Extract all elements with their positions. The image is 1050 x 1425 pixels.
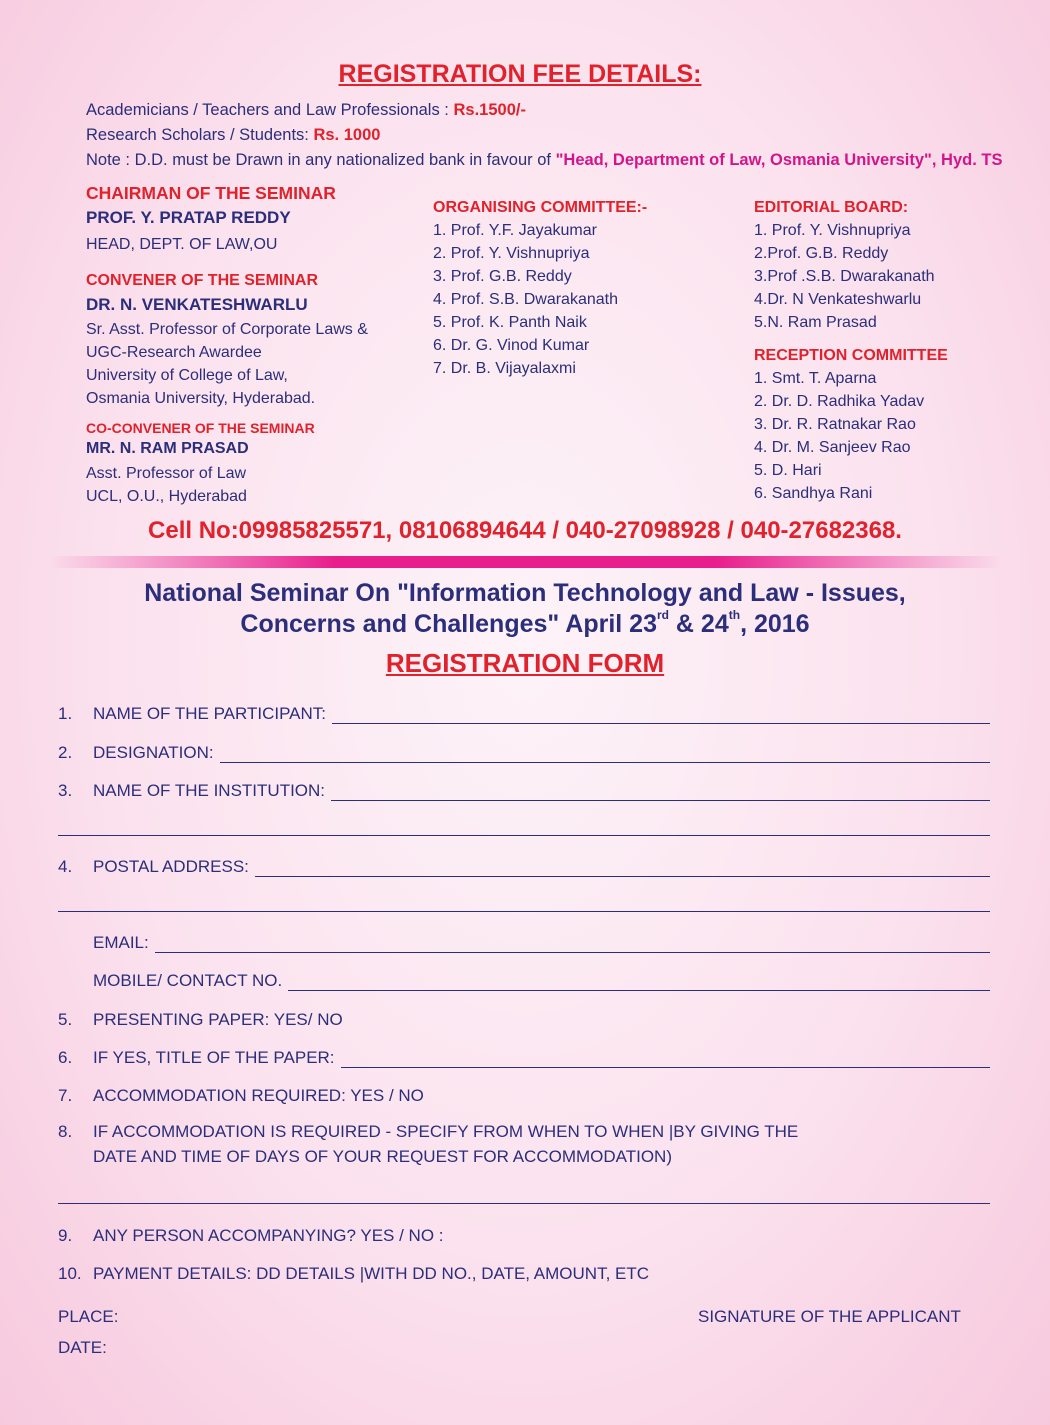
reception-member: 5. D. Hari	[754, 462, 822, 479]
reception-member: 2. Dr. D. Radhika Yadav	[754, 393, 925, 410]
fee-note: Note : D.D. must be Drawn in any nationalized bank in favour of "Head, Department of Law, Osmania University", Hyd. TS	[86, 151, 1003, 169]
editorial-member: 2.Prof. G.B. Reddy	[754, 245, 889, 262]
seminar-title-line2: Concerns and Challenges" April 23rd & 24th, 2016	[240, 608, 810, 638]
reception-member: 6. Sandhya Rani	[754, 485, 873, 502]
date-label: DATE:	[58, 1338, 107, 1357]
reception-members	[754, 367, 924, 505]
fee-students: Research Scholars / Students: Rs. 1000	[86, 126, 381, 144]
accommodation-details-line[interactable]	[58, 1203, 990, 1204]
registration-form-title: REGISTRATION FORM	[385, 648, 665, 678]
editorial-member: 5.N. Ram Prasad	[754, 314, 877, 331]
chairman-name: PROF. Y. PRATAP REDDY	[86, 208, 291, 227]
place-label: PLACE:	[58, 1307, 119, 1326]
signature-label: SIGNATURE OF THE APPLICANT	[698, 1307, 961, 1326]
form-field-postal-address: 4. POSTAL ADDRESS:	[58, 851, 990, 877]
fee-students-amount: Rs. 1000	[313, 126, 381, 144]
seminar-title-line1: National Seminar On "Information Technology and Law - Issues,	[144, 579, 906, 607]
reception-member: 3. Dr. R. Ratnakar Rao	[754, 416, 916, 433]
co-convener-heading: CO-CONVENER OF THE SEMINAR	[86, 420, 315, 436]
organising-member: 6. Dr. G. Vinod Kumar	[433, 337, 590, 354]
form-field-mobile: MOBILE/ CONTACT NO.	[58, 965, 990, 991]
institution-continuation-line[interactable]	[58, 835, 990, 836]
convener-name: DR. N. VENKATESHWARLU	[86, 295, 308, 314]
email-input[interactable]	[155, 932, 990, 953]
reception-heading: RECEPTION COMMITTEE	[754, 347, 948, 364]
participant-name-input[interactable]	[332, 703, 990, 724]
organising-member: 5. Prof. K. Panth Naik	[433, 314, 587, 331]
fee-academicians-amount: Rs.1500/-	[453, 101, 526, 119]
form-field-designation: 2. DESIGNATION:	[58, 737, 990, 763]
editorial-member: 4.Dr. N Venkateshwarlu	[754, 291, 922, 308]
organising-member: 4. Prof. S.B. Dwarakanath	[433, 291, 618, 308]
designation-input[interactable]	[220, 742, 990, 763]
reception-member: 4. Dr. M. Sanjeev Rao	[754, 439, 911, 456]
fee-academicians: Academicians / Teachers and Law Professionals : Rs.1500/-	[86, 101, 526, 119]
co-convener-name: MR. N. RAM PRASAD	[86, 440, 249, 457]
form-field-institution: 3. NAME OF THE INSTITUTION:	[58, 775, 990, 801]
divider-band	[48, 556, 1003, 568]
editorial-members	[754, 219, 935, 334]
editorial-member: 3.Prof .S.B. Dwarakanath	[754, 268, 935, 285]
convener-line: UGC-Research Awardee	[86, 344, 262, 361]
convener-line: Sr. Asst. Professor of Corporate Laws &	[86, 321, 368, 338]
organising-member: 3. Prof. G.B. Reddy	[433, 268, 572, 285]
convener-heading: CONVENER OF THE SEMINAR	[86, 272, 319, 289]
convener-details	[86, 318, 368, 410]
form-field-payment-details: 10. PAYMENT DETAILS: DD DETAILS |WITH DD NO., DATE, AMOUNT, ETC	[58, 1264, 650, 1283]
chairman-line: HEAD, DEPT. OF LAW,OU	[86, 236, 278, 253]
organising-member: 1. Prof. Y.F. Jayakumar	[433, 222, 597, 239]
form-field-participant-name: 1. NAME OF THE PARTICIPANT:	[58, 698, 990, 724]
fee-details-title: REGISTRATION FEE DETAILS:	[338, 60, 702, 88]
chairman-details	[86, 233, 277, 256]
form-field-email: EMAIL:	[58, 927, 990, 953]
co-convener-line: Asst. Professor of Law	[86, 465, 247, 482]
editorial-heading: EDITORIAL BOARD:	[754, 199, 909, 216]
institution-input[interactable]	[331, 780, 990, 801]
address-continuation-line[interactable]	[58, 911, 990, 912]
convener-line: University of College of Law,	[86, 367, 288, 384]
reception-member: 1. Smt. T. Aparna	[754, 370, 877, 387]
form-field-accommodation-details: 8. IF ACCOMMODATION IS REQUIRED - SPECIFY FROM WHEN TO WHEN |BY GIVING THE DATE AND TIME OF DAYS OF YOUR REQUEST FOR ACCOMMODATION)	[58, 1122, 799, 1166]
form-field-paper-title: 6. IF YES, TITLE OF THE PAPER:	[58, 1042, 990, 1068]
convener-line: Osmania University, Hyderabad.	[86, 390, 316, 407]
paper-title-input[interactable]	[341, 1047, 990, 1068]
organising-members	[433, 219, 618, 380]
organising-member: 2. Prof. Y. Vishnupriya	[433, 245, 590, 262]
co-convener-line: UCL, O.U., Hyderabad	[86, 488, 247, 505]
seminar-title	[0, 578, 1050, 640]
mobile-input[interactable]	[288, 970, 990, 991]
form-field-accompanying: 9. ANY PERSON ACCOMPANYING? YES / NO :	[58, 1226, 444, 1245]
dd-payee: "Head, Department of Law, Osmania University", Hyd. TS	[555, 151, 1003, 169]
postal-address-input[interactable]	[255, 856, 990, 877]
contact-numbers: Cell No:09985825571, 08106894644 / 040-27098928 / 040-27682368.	[148, 517, 902, 544]
chairman-heading: CHAIRMAN OF THE SEMINAR	[86, 183, 336, 203]
organising-heading: ORGANISING COMMITTEE:-	[433, 199, 648, 216]
form-field-accommodation: 7. ACCOMMODATION REQUIRED: YES / NO	[58, 1086, 424, 1105]
co-convener-details	[86, 462, 247, 508]
editorial-member: 1. Prof. Y. Vishnupriya	[754, 222, 911, 239]
form-field-presenting-paper: 5. PRESENTING PAPER: YES/ NO	[58, 1010, 343, 1029]
organising-member: 7. Dr. B. Vijayalaxmi	[433, 360, 576, 377]
